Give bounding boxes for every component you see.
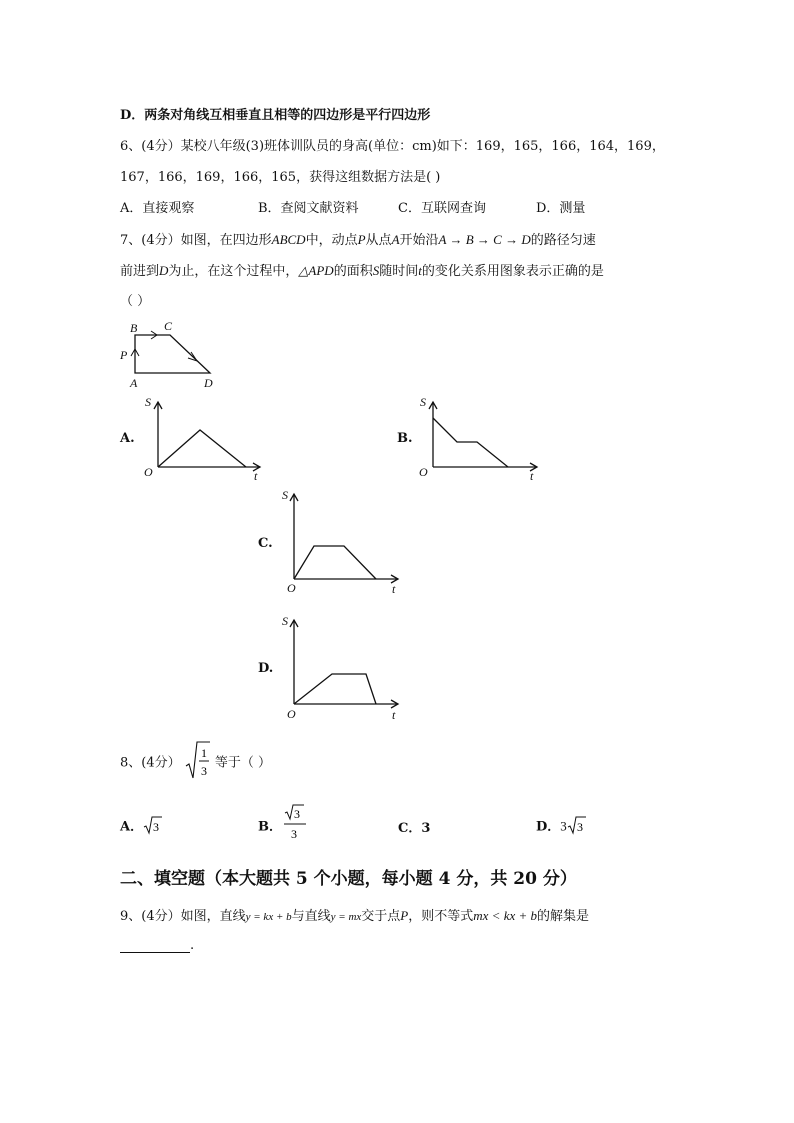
q6-option-c: C．互联网查询 xyxy=(398,201,486,216)
sqrt-icon xyxy=(143,815,163,839)
q8-option-d-radicand: 3 xyxy=(576,820,583,834)
q8-text: 等于（ ） xyxy=(214,755,272,771)
q7-text: 开始沿 xyxy=(399,233,439,248)
q8-option-c: C．3 xyxy=(398,821,431,836)
q7-text: 随时间 xyxy=(379,264,419,279)
q8-fraction-den: 3 xyxy=(200,764,207,778)
axis-t-label: t xyxy=(530,469,534,483)
q8-text: 8、(4分） xyxy=(120,755,181,771)
q7-math: △APD xyxy=(298,263,334,278)
q7-text: 的路径匀速 xyxy=(530,233,596,248)
axis-t-label: t xyxy=(254,469,258,483)
q8-option-a-radicand: 3 xyxy=(153,820,160,834)
q8-fraction-num: 1 xyxy=(200,746,207,760)
q8-stem xyxy=(120,740,271,784)
q7-math: A → B → C → D xyxy=(438,232,531,247)
vertex-b-label: B xyxy=(130,321,138,335)
q7-text: 中，动点 xyxy=(305,233,358,248)
q7-quadrilateral-figure xyxy=(115,315,225,395)
q7-text: 的面积 xyxy=(333,264,373,279)
q8-option-d-coef: 3 xyxy=(560,818,567,834)
q7-text: 的变化关系用图象表示正确的是 xyxy=(421,264,604,279)
q7-option-c-label: C. xyxy=(258,536,273,551)
q9-math: y = kx + b xyxy=(245,911,292,923)
q8-option-d-label: D． xyxy=(536,819,561,835)
q7-option-a-label: A. xyxy=(120,431,135,446)
q7-stem-line2 xyxy=(120,260,604,279)
q9-answer-line xyxy=(120,938,194,953)
q7-text: 7、(4分）如图，在四边形 xyxy=(120,233,272,248)
q6-option-d: D．测量 xyxy=(536,201,586,216)
axis-s-label: S xyxy=(282,614,288,628)
q7-math: D xyxy=(159,263,169,278)
q5-option-d: D．两条对角线互相垂直且相等的四边形是平行四边形 xyxy=(120,108,431,123)
q8-option-b-fraction xyxy=(282,803,308,847)
q9-text: 9、(4分）如图，直线 xyxy=(120,909,246,924)
point-p-label: P xyxy=(120,348,128,362)
q7-option-a-graph xyxy=(140,392,270,484)
axis-s-label: S xyxy=(420,395,426,409)
q6-stem-line1: 6、(4分）某校八年级(3)班体训队员的身高(单位：cm)如下：169，165，166，164，169， xyxy=(120,139,665,154)
q8-option-a-label: A． xyxy=(120,819,144,835)
axis-o-label: O xyxy=(419,465,428,479)
q7-option-d-graph xyxy=(280,612,410,722)
q9-text: 交于点 xyxy=(361,909,401,924)
sqrt-icon xyxy=(567,815,587,839)
q6-option-a: A．直接观察 xyxy=(120,201,195,216)
q9-text: 的解集是 xyxy=(537,909,590,924)
axis-t-label: t xyxy=(392,582,396,596)
q7-text: 为止，在这个过程中， xyxy=(168,264,299,279)
q7-option-d-label: D. xyxy=(258,661,274,676)
q6-stem-line2: 167，166，169，166，165，获得这组数据方法是( ) xyxy=(120,170,441,185)
vertex-d-label: D xyxy=(204,376,213,390)
q7-option-b-graph xyxy=(415,392,545,484)
q9-math: mx < kx + b xyxy=(473,908,538,923)
section-title-fill-in: 二、填空题（本大题共 5 个小题，每小题 4 分，共 20 分） xyxy=(120,869,577,889)
axis-s-label: S xyxy=(145,395,151,409)
q7-math: A xyxy=(391,232,400,247)
q9-math: P xyxy=(400,908,409,923)
q7-stem-line1 xyxy=(120,229,596,248)
q7-text: 前进到 xyxy=(120,264,160,279)
q8-option-b xyxy=(258,803,308,847)
q7-option-b-label: B. xyxy=(397,431,413,446)
q9-end-period: . xyxy=(190,938,195,953)
axis-o-label: O xyxy=(287,581,296,595)
q9-text: 与直线 xyxy=(291,909,331,924)
q7-option-c-graph xyxy=(280,486,410,596)
axis-o-label: O xyxy=(287,707,296,721)
q8-option-b-label: B． xyxy=(258,819,282,835)
axis-t-label: t xyxy=(392,708,396,722)
q7-math: t xyxy=(418,263,422,278)
q7-text: 从点 xyxy=(365,233,392,248)
q6-option-b: B．查阅文献资料 xyxy=(258,201,359,216)
q8-sqrt-fraction xyxy=(185,740,211,782)
q7-math: P xyxy=(357,232,366,247)
q8-option-d xyxy=(536,815,587,839)
q7-math: S xyxy=(372,263,380,278)
axis-s-label: S xyxy=(282,488,288,502)
answer-blank[interactable] xyxy=(120,940,190,953)
q9-text: ，则不等式 xyxy=(408,909,474,924)
q7-math: ABCD xyxy=(271,232,306,247)
vertex-c-label: C xyxy=(164,319,173,333)
q8-option-b-den: 3 xyxy=(291,827,297,841)
vertex-a-label: A xyxy=(130,376,138,390)
q8-option-b-num: 3 xyxy=(294,807,300,821)
q7-answer-paren: （ ） xyxy=(120,294,151,309)
q8-option-a xyxy=(120,815,163,839)
q9-stem xyxy=(120,905,589,924)
axis-o-label: O xyxy=(144,465,153,479)
q9-math: y = mx xyxy=(330,911,362,923)
